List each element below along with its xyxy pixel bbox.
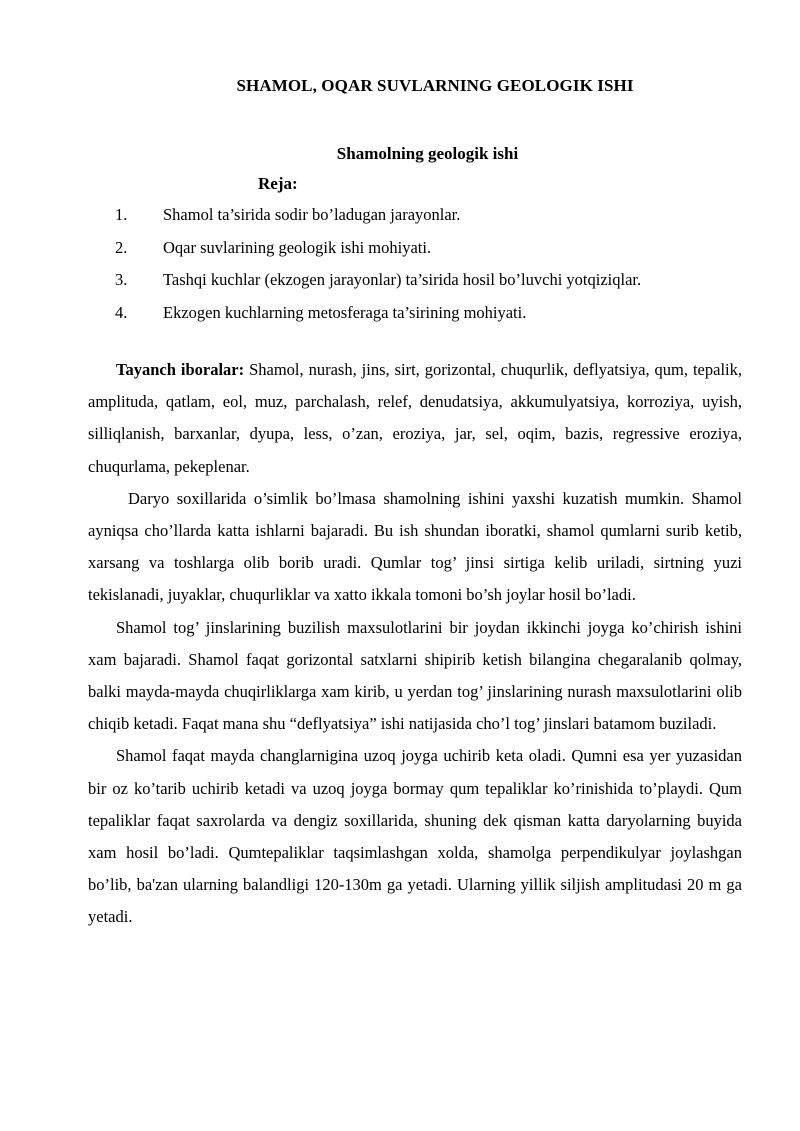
keywords-text: Shamol, nurash, jins, sirt, gorizontal, chuqurlik, deflyatsiya, qum, tepalik, amplituda, qatlam, eol, muz, parchalash, relef, denudatsiya, akkumulyatsiya, korroziya, uyish, silliqlanish, barxanlar, dyupa, less, o’zan, eroziya, jar, sel, oqim, bazis, regressive eroziya, chuqurlama, pekeplenar. [88, 360, 742, 476]
section-subtitle: Shamolning geologik ishi [336, 144, 519, 163]
plan-item-text: Oqar suvlarining geologik ishi mohiyati. [163, 237, 432, 257]
plan-item [0, 205, 800, 238]
plan-item [0, 238, 800, 271]
keywords-label: Tayanch iboralar: [116, 360, 245, 379]
plan-item-number: 1. [115, 205, 128, 224]
keywords-paragraph [88, 354, 742, 483]
body-paragraph: Shamol faqat mayda changlarnigina uzoq joyga uchirib keta oladi. Qumni esa yer yuzasidan bir oz ko’tarib uchirib ketadi va uzoq joyga bormay qum tepaliklar ko’rinishida to’playdi. Qum tepaliklar faqat saxrolarda va dengiz soxillarida, shuning dek qisman katta daryolarning buyida xam hosil bo’ladi. Qumtepaliklar taqsimlashgan xolda, shamolga perpendikulyar joylashgan bo’lib, ba'zan ularning balandligi 120-130m ga yetadi. Ularning yillik siljish amplitudasi 20 m ga yetadi. [88, 746, 742, 927]
body-paragraph: Daryo soxillarida o’simlik bo’lmasa shamolning ishini yaxshi kuzatish mumkin. Shamol ayniqsa cho’llarda katta ishlarni bajaradi. Bu ish shundan iboratki, shamol qumlarni surib ketib, xarsang va toshlarga olib borib uradi. Qumlar tog’ jinsi sirtiga kelib uriladi, sirtning yuzi tekislanadi, juyaklar, chuqurliklar va xatto ikkala tomoni bo’sh joylar hosil bo’ladi. [88, 488, 742, 605]
plan-item-text: Shamol ta’sirida sodir bo’ladugan jarayonlar. [163, 205, 461, 224]
plan-item [0, 303, 800, 336]
plan-item-number: 3. [115, 270, 128, 289]
plan-item [0, 270, 800, 303]
plan-item-number: 4. [115, 302, 128, 322]
plan-item-text: Ekzogen kuchlarning metosferaga ta’sirining mohiyati. [163, 302, 527, 322]
body-paragraph: Shamol tog’ jinslarining buzilish maxsulotlarini bir joydan ikkinchi joyga ko’chirish ishini xam bajaradi. Shamol faqat gorizontal satxlarni shipirib ketish bilangina chegaralanib qolmay, balki mayda-mayda chuqirliklarga xam kirib, u yerdan tog’ jinslarining nurash maxsulotlarini olib chiqib ketadi. Faqat mana shu “deflyatsiya” ishi natijasida cho’l tog’ jinslari batamom buziladi. [88, 617, 742, 734]
plan-list [0, 205, 800, 335]
document-title: SHAMOL, OQAR SUVLARNING GEOLOGIK ISHI [236, 76, 634, 95]
body-text [88, 354, 742, 934]
plan-item-number: 2. [115, 237, 128, 257]
plan-label: Reja: [258, 174, 298, 193]
plan-item-text: Tashqi kuchlar (ekzogen jarayonlar) ta’sirida hosil bo’luvchi yotqiziqlar. [163, 270, 642, 289]
